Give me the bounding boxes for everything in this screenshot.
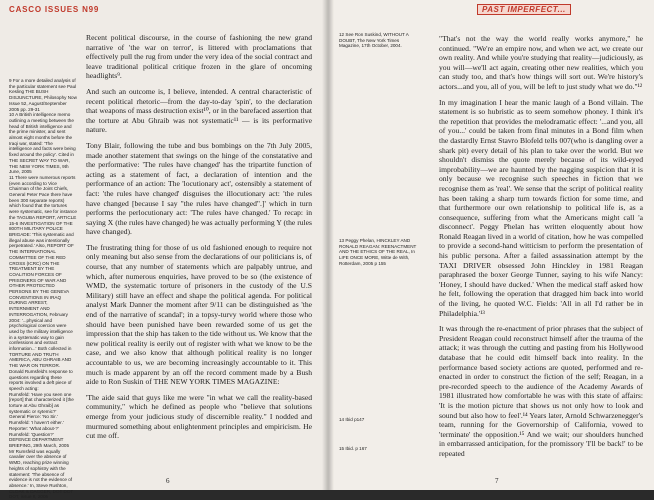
footnote-11: 11 There were numerous reports (even according to Vice Chairman of the Joint Chiefs, General Peter Pace there have been 300 separate reports) which found that the tortures were systematic, see for instance the TAGUBA REPORT, ARTICLE 15-6 INVESTIGATION OF THE 800TH MILITARY POLICE BRIGADE: 'This systematic and illegal abuse was intentionally perpetrated.' Also, REPORT OF THE INTERNATIONAL COMMITTEE OF THE RED CROSS (ICRC) ON THE TREATMENT BY THE COALITION FORCES OF PRISONERS OF WAR AND OTHER PROTECTED PERSONS BY THE GENEVA CONVENTIONS IN IRAQ DURING ARREST, INTERNMENT AND INTERROGATION, February 2004: '...physical and psychological coercion were used by the military intelligence in a systematic way to gain confessions and extract information...' Both collected in TORTURE AND TRUTH AMERICA, ABU GHRAIB AND THE WAR ON TERROR. xyxy=(9,174,77,369)
footnote-11-rumsfeld-intro: Donald Rumsfeld's response to questions regarding these reports involved a deft piece of speech acting: xyxy=(9,368,73,391)
footnote-10: 10 A British intelligence memo outlining a meeting between the head of British intelligence and the prime minister, and sent almost eight months before the Iraqi war, stated: 'The intelligence and facts were being fixed around the policy'. Cited in THE SECRET WAY TO WAR, THE NEW YORK TIMES, 9th June, 2005 xyxy=(9,112,76,175)
footnote-15: 15 Ibid. p 167 xyxy=(339,446,367,451)
paragraph: The frustrating thing for those of us old fashioned enough to require not only meaning but also sense from the declarations of our politicians is, of course, that any number of statements which are palpably untrue, and which, after numerous enquiries, have proved to be so (the existence of WMD, the systematic torture of prisoners in the custody of the U.S Military) still have an effect and shape the political agenda. For political analyst Mark Danner the moment after 9/11 can be distinguished as 'the end of the narrative of scandal'; in a topsy-turvy world where those who should have been punished have been rewarded some of us get the impression that the ship has taken to the tide without us. We know that the new political reality is eerily out of register with what we know to be the case, and we also know that although political reality is no longer accountable to us, we are becoming increasingly accountable to it. This much is made apparent by an off the record comment made by a Bush aide to Ron Suskin of THE NEW YORK TIMES MAGAZINE: xyxy=(86,242,312,387)
footnote-11-quote-5: Rumsfeld: 'Question?' xyxy=(9,431,54,437)
right-page-number: 7 xyxy=(495,477,499,485)
left-footnotes xyxy=(9,78,77,500)
right-page xyxy=(328,0,654,490)
paragraph: "That's not the way the world really works anymore," he continued. "We're an empire now, and when we act, we create our own reality. And while you're studying that reality—judiciously, as you will—we'll act again, creating other new realities, which you can study too, and that's how things will sort out. We're history's actors...and you, all of you, will be left to just study what we do."¹² xyxy=(439,34,643,91)
paragraph: And such an outcome is, I believe, intended. A central characteristic of recent political rhetoric—from the day-to-day 'spin', to the declaration that weapons of mass destruction exist¹⁰, or in the barefaced assertion that the torture at Abu Ghraib was not systematic¹¹ — is its performative nature. xyxy=(86,86,312,135)
footnote-14: 14 Ibid p147 xyxy=(339,417,365,422)
left-body-text xyxy=(86,33,312,447)
footnote-9: 9 For a more detailed analysis of the particular statement see Paul Kesling THE BUSH DISJUNCTURE, Philosophy Now Issue 52, August/September 2005 pp. 29-31 xyxy=(9,78,77,112)
paragraph: 'The aide said that guys like me were "in what we call the reality-based community," which he defined as people who "believe that solutions emerge from your judicious study of discernible reality." I nodded and murmured something about enlightenment principles and empiricism. He cut me off. xyxy=(86,392,312,441)
footnote-12: 12 See Ron Suskind, WITHOUT A DOUBT, The New York Times Magazine, 17th October, 2004. xyxy=(339,32,409,49)
left-page-number: 6 xyxy=(166,477,170,485)
footnote-11-wmd: Mr Rumsfeld was equally cavalier over the absence of WMD, reaching prize winning heights of sophistry with the statement: 'The absence of evidence is not the evidence of absence.' In, Steve Rushton, CLOAK & DAGGER, DOT DOT DOT, issue 8, 2005 xyxy=(9,448,74,500)
footnote-13: 13 Peggy Phelan, HINCKLEY AND RONALD REAGAN: REENACTMENT AND THE ETHICS OF THE REAL, In LIFE ONCE MORE, Witte de With, Rotterdam, 2005 p 155 xyxy=(339,238,417,266)
footnote-11-quote-1: Rumsfeld: 'Have you seen one [report] that characterized it [the torture at Abu Ghraib] as systematic or sytemic?' xyxy=(9,391,74,414)
footnote-11-quote-3: Rumsfeld: 'I haven't either.' xyxy=(9,420,64,426)
footnote-11-quote-4: Reporter: 'What about-?' xyxy=(9,425,59,431)
paragraph: Recent political discourse, in the course of fashioning the new grand narrative of 'the war on terror', is littered with proclamations that effectively pull the rug from under the very idea of the social contract and leave traditional political critique frozen in the glare of oncoming headlights⁹. xyxy=(86,33,312,81)
footnote-11-source: DEFENCE DEPARTMENT BRIEFING, 29th March, 2005 xyxy=(9,437,69,448)
book-gutter xyxy=(322,0,334,490)
left-page-header: CASCO ISSUES N99 xyxy=(9,5,100,14)
right-body-text xyxy=(439,34,643,465)
right-page-header: PAST IMPERFECT... xyxy=(477,4,571,15)
left-page xyxy=(0,0,326,500)
paragraph: In my imagination I hear the manic laugh of a Bond villain. The statement is so hubristic as to seem somehow phoney. I think it's the repetition that provides the melodramatic effect: '...and you, all of you...' could be taken from final minutes in a Bond film when the dastardly Ernst Stavro Blofeld tells 007(who is dangling over a shark pit) every detail of his plan to take over the world. But we shouldn't dismiss the quote merely because of its wild-eyed improbability—we are haunted by the nagging suspicion that it is only because we recognise such speeches in fiction that we recognise them as 'real'. We sense that the script of political reality has been taking a sharp turn towards fiction for some time, and that furthermore our own relationship to political life is, as a consequence, suffering from what the Americans might call 'a disconnect'. Peggy Phelan has written eloquently about how Ronald Reagan lived in a world of citation, how he was compelled to provide a second-hand witticism to perform the presentation of his public persona. After a failed assassination attempt by the TAXI DRIVER obsessed John Hinckley in 1981 Reagan paraphrased the boxer George Tunner, saying to his wife Nancy: 'Honey, I should have ducked.' When the medical staff asked how he felt, following the operation that dragged him back into world of the living, he quoted W.C. Fields: 'All in all I'd rather be in Philadelphia.'¹³ xyxy=(439,97,643,318)
paragraph: It was through the re-enactment of prior phrases that the subject of President Reagan could reconstruct himself after the trauma of the attack; it was through the cutting and pasting from his Hollywood database that he could edit himself back into reality. In the performance based society actions are quoted, performed and re-enacted in order to construct the fiction of the self; Reagan, in a pre-recorded speech to the audience of the Academy Awards of 1981 illustrated how comfortable he was with this state of affairs: 'It is the motion picture that shows us not only how to look and sound but also how to feel'.¹⁴ Years later, Arnold Schwarzenegger's team, running for the Governorship of California, vowed to 'terminate' the opposition.¹⁵ And we wait; our shoulders hunched in embarrassed anticipation, for the promissory 'I'll be back!' to be repeated xyxy=(439,324,643,458)
footnote-11-quote-2: General Pierce: 'No Sir.' xyxy=(9,414,58,420)
paragraph: Tony Blair, following the tube and bus bombings on the 7th July 2005, made another statement that swings on the hinge of the constatative and the performative: 'The rules have changed' has the tripartite function of acting as a statement of fact, a declaration of intention and the performance of an action: The 'locutionary act', ostensibly a statement of fact: 'the rules have changed' disguises the illocutionary act: 'the rules have changed [because I say "the rules have changed".]' which in turn performs the perlocutionary act: 'The rules have changed.' To recap: in saying X (the rules have changed) he was actually performing Y (the rules have changed). xyxy=(86,140,312,237)
